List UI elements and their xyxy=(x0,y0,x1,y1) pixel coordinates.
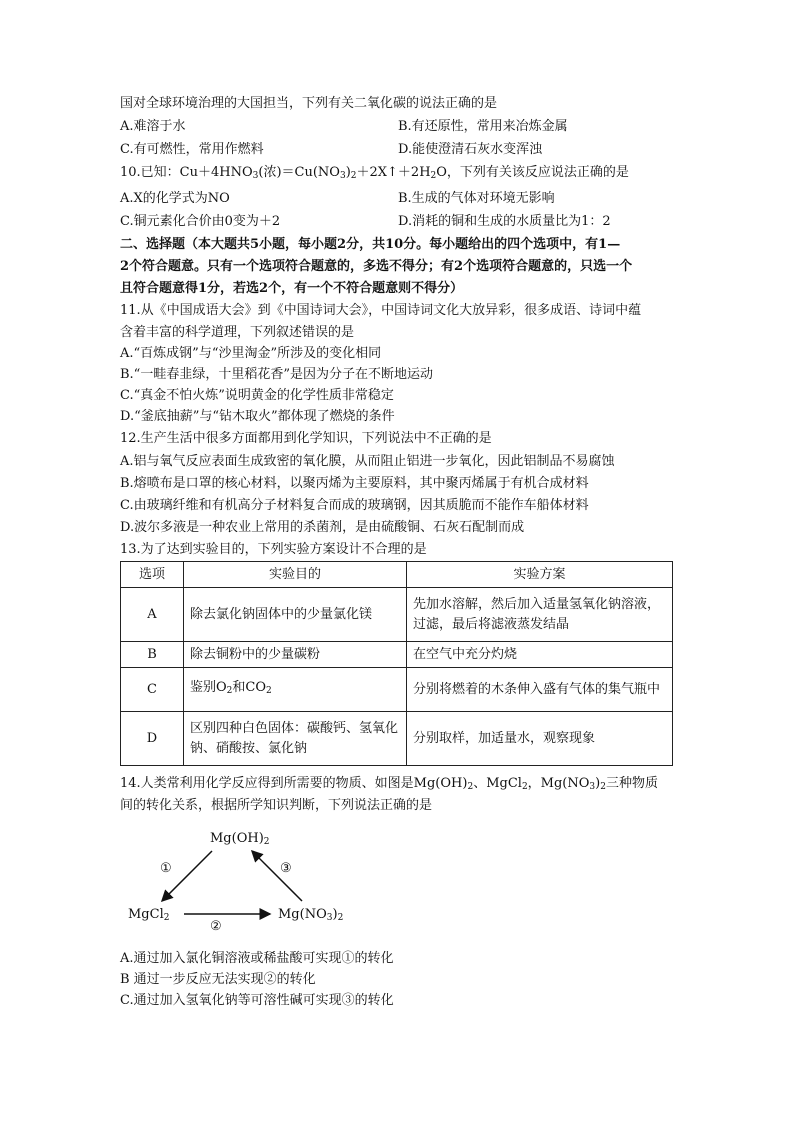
row-b-plan: 在空气中充分灼烧 xyxy=(407,642,673,668)
row-c-plan: 分别将燃着的木条伸入盛有气体的集气瓶中 xyxy=(407,668,673,712)
mgcl2-sub: 2 xyxy=(163,913,170,923)
header-option: 选项 xyxy=(121,562,184,588)
q12-stem: 12.生产生活中很多方面都用到化学知识，下列说法中不正确的是 xyxy=(120,431,492,446)
q10-option-d: D.消耗的铜和生成的水质量比为1：2 xyxy=(398,214,611,229)
q14-option-c: C.通过加入氢氧化钠等可溶性碱可实现③的转化 xyxy=(120,993,394,1008)
row-d-option: D xyxy=(121,712,184,766)
conversion-diagram xyxy=(120,825,360,935)
mgno32-sub-1: 3 xyxy=(326,913,333,923)
q14-text-5: 三种物质 xyxy=(605,776,658,791)
q11-option-d: D.“釜底抽薪”与“钻木取火”都体现了燃烧的条件 xyxy=(120,409,395,424)
q9-option-b: B.有还原性，常用来冶炼金属 xyxy=(398,119,568,134)
q11-option-b: B.“一畦春韭绿，十里稻花香”是因为分子在不断地运动 xyxy=(120,367,433,382)
q9-stem: 国对全球环境治理的大国担当，下列有关二氧化碳的说法正确的是 xyxy=(120,96,498,111)
q11-option-c: C.“真金不怕火炼”说明黄金的化学性质非常稳定 xyxy=(120,388,394,403)
q14-sub-1: 2 xyxy=(467,782,474,792)
q10-text-4: ＋2X↑＋2H xyxy=(356,165,431,180)
q14-sub-2: 2 xyxy=(521,782,528,792)
q14-option-a: A.通过加入氯化铜溶液或稀盐酸可实现①的转化 xyxy=(120,951,394,966)
table-header-row xyxy=(121,562,673,588)
mgcl2-label xyxy=(128,907,169,923)
table-row xyxy=(121,712,673,766)
q14-sub-3: 3 xyxy=(589,782,596,792)
row-c-goal-text-1: 鉴别O xyxy=(190,680,227,695)
q10-option-a: A.X的化学式为NO xyxy=(120,191,230,206)
q11-stem-line1: 11.从《中国成语大会》到《中国诗词大会》，中国诗词文化大放异彩，很多成语、诗词中蕴 xyxy=(120,303,642,318)
mgno32-label xyxy=(278,907,343,923)
table-row xyxy=(121,588,673,642)
q11-stem-line2: 含着丰富的科学道理，下列叙述错误的是 xyxy=(120,325,355,340)
row-c-goal xyxy=(184,668,407,712)
q14-stem-line2: 间的转化关系，根据所学知识判断，下列说法正确的是 xyxy=(120,798,433,813)
q10-stem xyxy=(120,164,629,185)
row-d-plan: 分别取样，加适量水，观察现象 xyxy=(407,712,673,766)
q9-option-c: C.有可燃性，常用作燃料 xyxy=(120,142,264,157)
arrow-3 xyxy=(252,851,302,901)
q10-sub-2: 3 xyxy=(339,171,346,181)
mgcl2-text: MgCl xyxy=(128,907,164,922)
mgoh2-sub: 2 xyxy=(263,837,270,847)
mgno32-text-2: ) xyxy=(332,907,338,922)
q10-sub-1: 3 xyxy=(252,171,259,181)
q14-sub-4: 2 xyxy=(600,782,606,792)
section2-line2: 2个符合题意。只有一个选项符合题意的，多选不得分；有2个选项符合题意的，只选一个 xyxy=(120,259,633,274)
q9-option-d: D.能使澄清石灰水变浑浊 xyxy=(398,142,543,157)
row-c-option: C xyxy=(121,668,184,712)
q11-option-a: A.“百炼成钢”与“沙里淘金”所涉及的变化相同 xyxy=(120,346,382,361)
header-plan: 实验方案 xyxy=(407,562,673,588)
table-row xyxy=(121,668,673,712)
row-a-goal: 除去氯化钠固体中的少量氯化镁 xyxy=(184,588,407,642)
row-a-option: A xyxy=(121,588,184,642)
q12-option-a: A.铝与氧气反应表面生成致密的氧化膜，从而阻止铝进一步氧化，因此铝制品不易腐蚀 xyxy=(120,454,615,469)
step-2-label: ② xyxy=(210,919,222,934)
header-goal: 实验目的 xyxy=(184,562,407,588)
q10-sub-4: 2 xyxy=(430,171,437,181)
section2-line1: 二、选择题（本大题共5小题，每小题2分，共10分。每小题给出的四个选项中，有1— xyxy=(120,237,621,252)
section2-line3: 且符合题意得1分，若选2个，有一个不符合题意则不得分） xyxy=(120,281,464,296)
q12-option-c: C.由玻璃纤维和有机高分子材料复合而成的玻璃钢，因其质脆而不能作车船体材料 xyxy=(120,498,589,513)
q10-text-5: O，下列有关该反应说法正确的是 xyxy=(436,165,629,180)
q10-text-2: (浓)＝Cu(NO xyxy=(258,165,340,180)
mgno32-sub-2: 2 xyxy=(337,913,344,923)
q14-option-b: B 通过一步反应无法实现②的转化 xyxy=(120,972,316,987)
step-3-label: ③ xyxy=(280,861,292,876)
table-row xyxy=(121,642,673,668)
q10-sub-3: 2 xyxy=(350,171,357,181)
q14-text-2: 、MgCl xyxy=(473,776,522,791)
mgno32-text-1: Mg(NO xyxy=(278,907,327,922)
q12-option-b: B.熔喷布是口罩的核心材料，以聚丙烯为主要原料，其中聚丙烯属于有机合成材料 xyxy=(120,476,589,491)
row-c-goal-sub-2: 2 xyxy=(266,686,272,696)
arrow-1 xyxy=(162,851,212,901)
q12-option-d: D.波尔多液是一种农业上常用的杀菌剂，是由硫酸铜、石灰石配制而成 xyxy=(120,520,525,535)
row-c-goal-sub-1: 2 xyxy=(226,686,233,696)
q10-option-c: C.铜元素化合价由0变为＋2 xyxy=(120,214,281,229)
q10-text-1: 10.已知：Cu＋4HNO xyxy=(120,165,253,180)
q14-text-3: ，Mg(NO xyxy=(527,776,590,791)
step-1-label: ① xyxy=(160,861,172,876)
q14-text-1: 14.人类常利用化学反应得到所需要的物质、如图是Mg(OH) xyxy=(120,776,468,791)
mgoh2-text: Mg(OH) xyxy=(210,831,264,846)
q10-text-3: ) xyxy=(345,165,351,180)
row-a-plan: 先加水溶解，然后加入适量氢氧化钠溶液，过滤，最后将滤液蒸发结晶 xyxy=(407,588,673,642)
q13-stem: 13.为了达到实验目的，下列实验方案设计不合理的是 xyxy=(120,542,427,557)
row-d-goal: 区别四种白色固体：碳酸钙、氢氧化钠、硝酸按、氯化钠 xyxy=(184,712,407,766)
row-b-option: B xyxy=(121,642,184,668)
q14-stem-line1 xyxy=(120,775,658,796)
row-b-goal: 除去铜粉中的少量碳粉 xyxy=(184,642,407,668)
q14-text-4: ) xyxy=(595,776,601,791)
row-c-goal-text-2: 和CO xyxy=(232,680,267,695)
q9-option-a: A.难溶于水 xyxy=(120,119,186,134)
q10-option-b: B.生成的气体对环境无影响 xyxy=(398,191,555,206)
experiment-table xyxy=(120,561,673,766)
mgoh2-label xyxy=(210,831,270,847)
